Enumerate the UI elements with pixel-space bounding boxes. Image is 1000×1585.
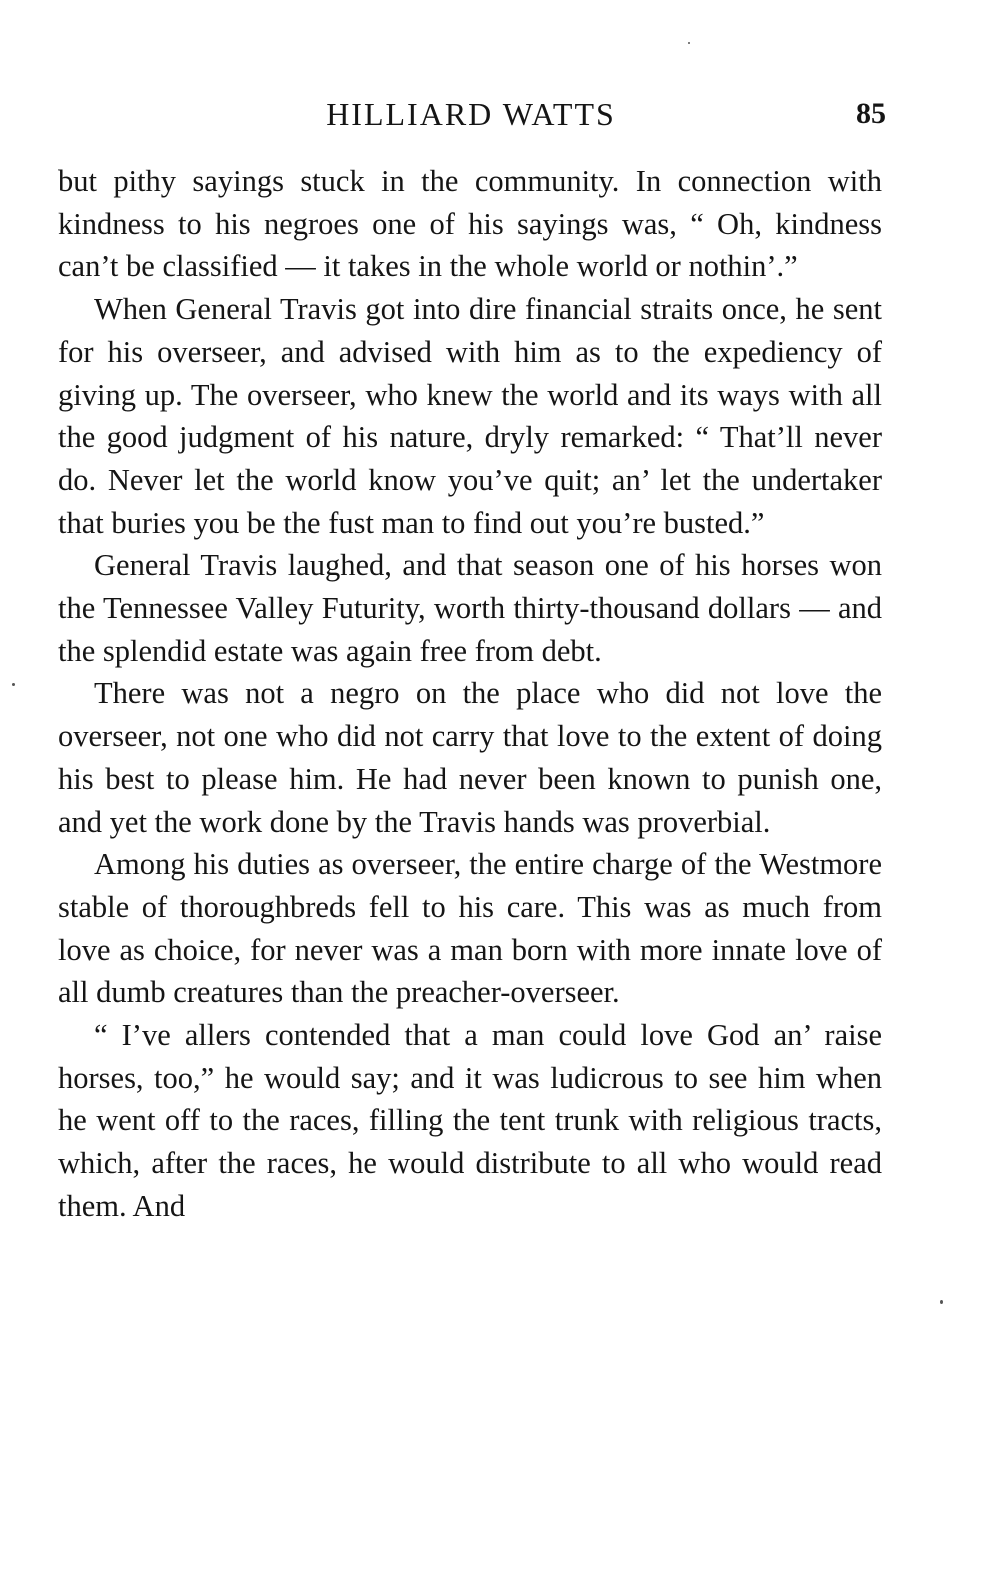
body-text <box>58 160 882 1228</box>
paragraph-overseer-advice: When General Travis got into dire financial straits once, he sent for his overseer, and advised with him as to the expediency of giving up. The overseer, who knew the world and its ways with all the good judgment of his nature, dryly remarked: “ That’ll never do. Never let the world know you’ve quit; an’ let the undertaker that buries you be the fust man to find out you’re busted.” <box>58 292 882 540</box>
paper-speck <box>12 683 15 686</box>
paper-speck <box>688 42 690 44</box>
paper-speck <box>940 1300 943 1304</box>
page-number: 85 <box>856 97 886 130</box>
paragraph-religious-tracts: “ I’ve allers contended that a man could love God an’ raise horses, too,” he would say; and it was ludicrous to see him when he went off to the races, filling the tent trunk with religious tracts, which, after the races, he would distribute to all who would read them. And <box>58 1018 882 1223</box>
paragraph-stable-duties: Among his duties as overseer, the entire charge of the Westmore stable of thoroughbreds fell to his care. This was as much from love as choice, for never was a man born with more innate love of all dumb creatures than the preacher-overseer. <box>58 847 882 1010</box>
paragraph-negroes-love: There was not a negro on the place who did not love the overseer, not one who did not carry that love to the extent of doing his best to please him. He had never been known to punish one, and yet the work done by the Travis hands was proverbial. <box>58 676 882 839</box>
running-head <box>56 92 886 136</box>
running-title: HILLIARD WATTS <box>326 96 616 132</box>
paragraph-continued: but pithy sayings stuck in the community. In connection with kindness to his negroes one of his sayings was, “ Oh, kindness can’t be classified — it takes in the whole world or nothin’.” <box>58 164 882 284</box>
paragraph-futurity: General Travis laughed, and that season one of his horses won the Tennessee Valley Futurity, worth thirty-thousand dollars — and the splendid estate was again free from debt. <box>58 548 882 668</box>
